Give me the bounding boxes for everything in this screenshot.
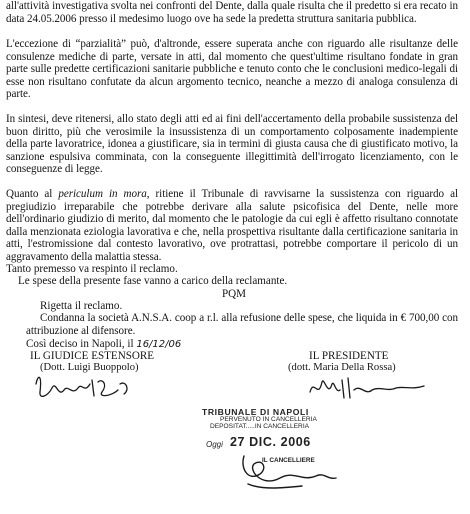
paragraph-4-prefix: Quanto al [6, 188, 59, 200]
decided-date: 16/12/06 [136, 339, 182, 350]
stamp-cancelliere: IL CANCELLIERE [262, 457, 315, 464]
stamp-court-name: TRIBUNALE DI NAPOLI [202, 407, 309, 417]
condanna-paragraph: Condanna la società A.N.S.A. coop a r.l. alla refusione delle spese, che liquida in € 700,00 con attribuzione al difensore. [26, 312, 458, 337]
stamp-received-line: PERVENUTO IN CANCELLERIA [220, 416, 317, 423]
stamp-deposited-line: DEPOSITAT.....IN CANCELLERIA [210, 423, 310, 430]
paragraph-4-italic: periculum in mora [58, 188, 147, 200]
clerk-signature [232, 448, 342, 498]
judge-left-name: (Dott. Luigi Buoppolo) [40, 362, 139, 373]
decided-prefix: Così deciso in Napoli, il [26, 338, 134, 350]
paragraph-2: L'eccezione di “parzialità” può, d'altronde, essere superata anche con riguardo alle risultanze delle consulenze mediche di parte, versate in atti, dal momento che quest'ultime risultano fondate in gran parte sulle predette certificazioni sanitarie pubbliche e tenuto conto che le conclusioni medico-legali di esse non risultano confutate da alcun argomento tecnico, neanche a mezzo di analoga consulenza di parte. [6, 38, 458, 101]
judge-right-title: IL PRESIDENTE [309, 350, 389, 362]
right-signature [300, 372, 440, 412]
judge-right-name: (dott. Maria Della Rossa) [288, 362, 396, 373]
costs-line: Le spese della presente fase vanno a carico della reclamante. [18, 275, 288, 287]
paragraph-4-rest: , ritiene il Tribunale di ravvisarne la sussistenza con riguardo al pregiudizio irreparabile che potrebbe derivare alla salute psicofisica del Dente, nelle more dell'ordinario giudizio di merito, dal momento che le patologie da cui egli è affetto risultano connotate dalla menzionata eziologia lavorativa e che, nella prospettiva risultante dalla certificazione sanitaria in atti, l'estromissione dal contesto lavorativo, ove protrattasi, potrebbe comportare il pericolo di un aggravamento della malattia stessa. [6, 188, 458, 263]
rejection-line: Tanto premesso va respinto il reclamo. [6, 263, 178, 275]
stamp-oggi-label: Oggi [206, 440, 223, 449]
paragraph-1: all'attività investigativa svolta nei confronti del Dente, dalla quale risulta che il predetto si era recato in data 24.05.2006 presso il medesimo luogo ove ha sede la predetta struttura sanitaria pubblica. [6, 0, 458, 25]
stamp-date: 27 DIC. 2006 [230, 435, 311, 449]
paragraph-4 [6, 188, 458, 264]
pqm-heading: PQM [222, 288, 247, 300]
rigetta-line: Rigetta il reclamo. [40, 300, 123, 312]
judge-left-title: IL GIUDICE ESTENSORE [30, 350, 155, 362]
left-signature [28, 370, 148, 410]
paragraph-3: In sintesi, deve ritenersi, allo stato degli atti ed ai fini dell'accertamento della probabile sussistenza del buon diritto, più che verosimile la insussistenza di un comportamento colposamente inadempiente della parte lavoratrice, idonea a giustificare, sia in termini di giusta causa che di giustificato motivo, la sanzione espulsiva comminata, con la conseguente illegittimità dell'irrogato licenziamento, con le conseguenze di legge. [6, 113, 458, 176]
